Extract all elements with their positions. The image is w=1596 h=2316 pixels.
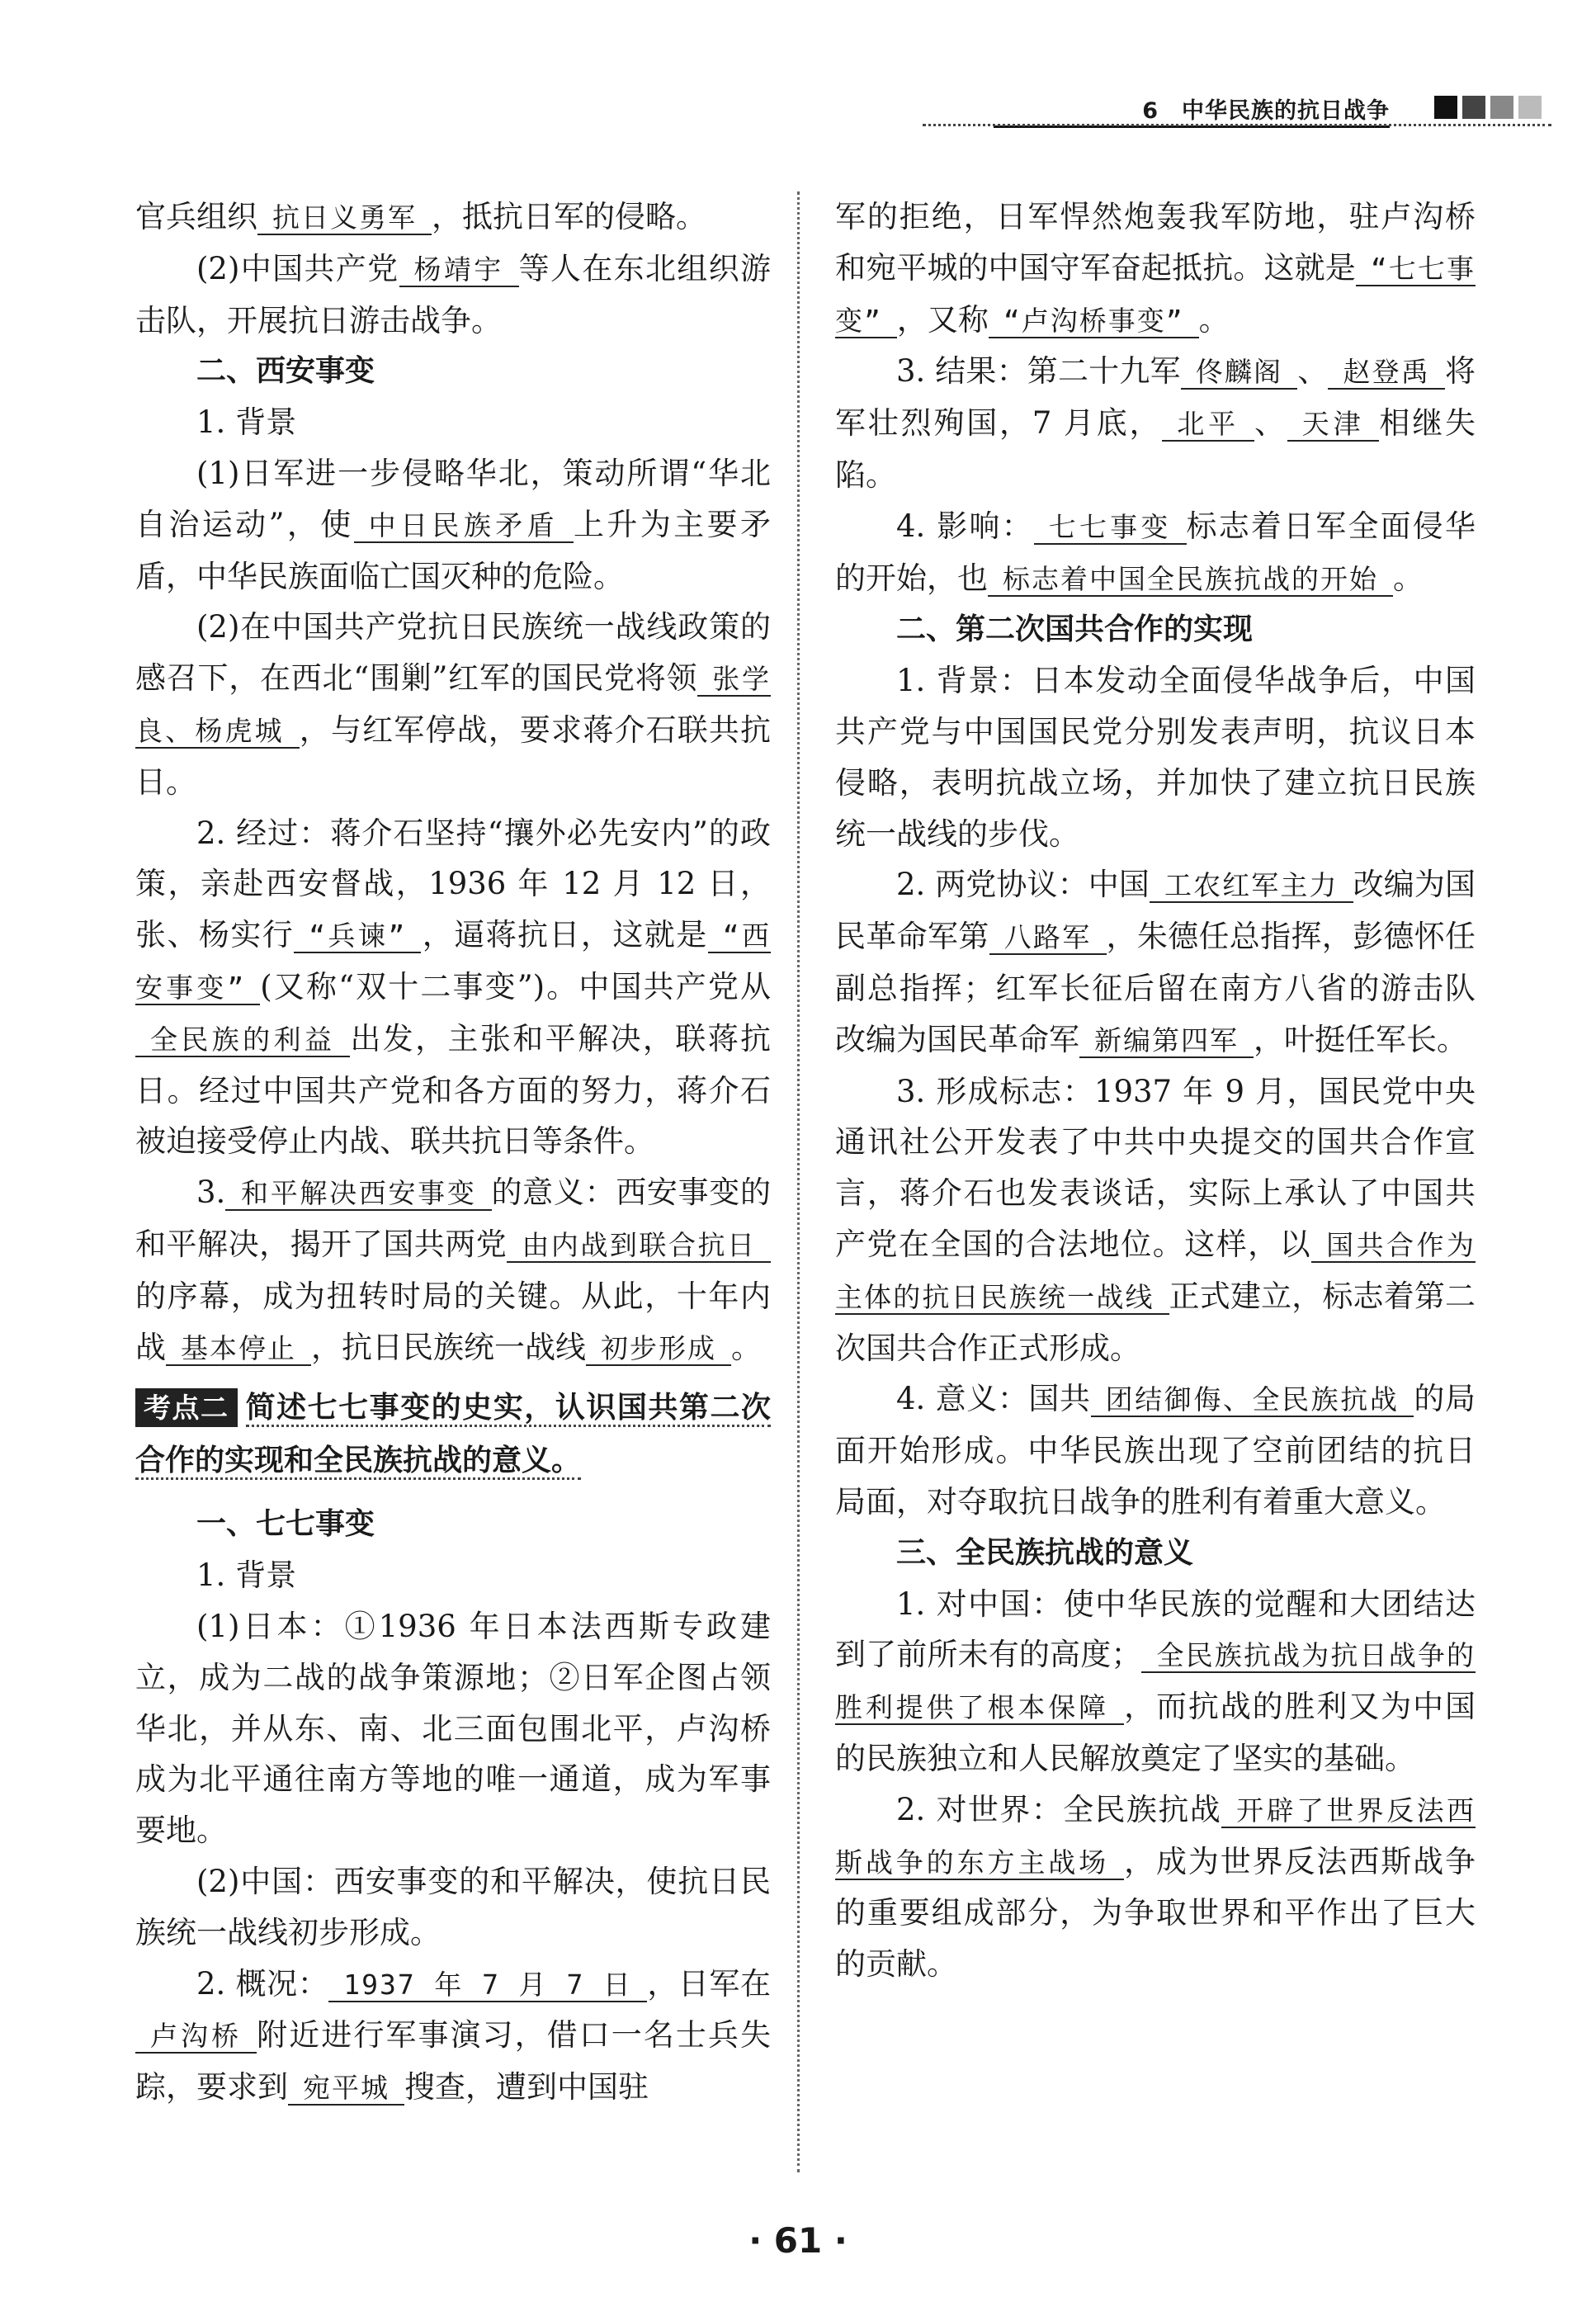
answer-blank: 国共合作为主体的抗日民族统一战线 — [835, 1228, 1476, 1313]
answer-blank: 天津 — [1287, 408, 1380, 442]
key-point-box — [135, 1382, 771, 1487]
paragraph: 4. 影响： 七七事变 标志着日军全面侵华的开始，也 标志着中国全民族抗战的开始 。 — [835, 508, 1476, 596]
section-heading: 三、全民族抗战的意义 — [896, 1535, 1194, 1570]
answer-blank: 全民族的利益 — [135, 1023, 350, 1057]
section-heading: 二、第二次国共合作的实现 — [896, 612, 1254, 647]
chapter-title: 6 中华民族的抗日战争 — [1142, 98, 1390, 124]
answer-blank: 北平 — [1162, 408, 1254, 442]
paragraph: 2. 经过：蒋介石坚持“攘外必先安内”的政策，亲赴西安督战，1936 年 12 月 12 日，张、杨实行 “兵谏” ，逼蒋抗日，这就是 “西安事变” (又称“双十二事变”)。中国共产党从全民族的利益 出发，主张和平解决，联蒋抗日。经过中国共产党和各方面的努力，蒋介石被迫接受停止内战、联共抗日等条件。 — [135, 815, 772, 1160]
section-heading: 一、七七事变 — [196, 1507, 375, 1542]
answer-blank: 卢沟桥 — [135, 2020, 257, 2054]
paragraph: (2)中国：西安事变的和平解决，使抗日民族统一战线初步形成。 — [135, 1863, 771, 1950]
paragraph: 2. 概况： 1937 年 7 月 7 日 ，日军在卢沟桥 附近进行军事演习，借口一名士兵失踪，要求到 宛平城 搜查，遭到中国驻 — [135, 1965, 772, 2106]
column-divider — [797, 191, 800, 2172]
paragraph: 4. 意义：国共 团结御侮、全民族抗战 的局面开始形成。中华民族出现了空前团结的抗日局面，对夺取抗日战争的胜利有着重大意义。 — [835, 1381, 1476, 1520]
answer-blank: 新编第四军 — [1079, 1024, 1254, 1058]
answer-blank: 杨靖宇 — [399, 253, 519, 287]
paragraph: 2. 对世界：全民族抗战 开辟了世界反法西斯战争的东方主战场 ，成为世界反法西斯战争的重要组成部分，为争取世界和平作出了巨大的贡献。 — [835, 1791, 1476, 1983]
header-blocks — [1434, 96, 1542, 119]
answer-blank: 赵登禹 — [1328, 356, 1445, 390]
answer-blank: “卢沟桥事变” — [989, 305, 1199, 338]
paragraph: 3. 结果：第二十九军 佟麟阁 、 赵登禹 将军壮烈殉国，7 月底， 北平 、 天津 相继失陷。 — [835, 353, 1476, 493]
header-block — [1490, 96, 1513, 119]
paragraph: 军的拒绝，日军悍然炮轰我军防地，驻卢沟桥和宛平城的中国守军奋起抵抗。这就是 “七七事变” ，又称 “卢沟桥事变” 。 — [835, 199, 1476, 338]
answer-blank: 和平解决西安事变 — [225, 1177, 491, 1211]
key-point-text: 简述七七事变的史实，认识国共第二次合作的实现和全民族抗战的意义。 — [135, 1391, 771, 1480]
paragraph: 1. 对中国：使中华民族的觉醒和大团结达到了前所未有的高度； 全民族抗战为抗日战争的胜利提供了根本保障 ，而抗战的胜利又为中国的民族独立和人民解放奠定了坚实的基础。 — [835, 1586, 1476, 1776]
answer-blank: 抗日义勇军 — [257, 201, 432, 235]
answer-blank: 1937 年 7 月 7 日 — [328, 1969, 647, 2002]
answer-blank: 工农红军主力 — [1150, 869, 1353, 903]
answer-blank: 基本停止 — [166, 1332, 311, 1366]
answer-blank: 佟麟阁 — [1181, 356, 1298, 390]
answer-blank: 由内战到联合抗日 — [507, 1229, 771, 1263]
answer-blank: 团结御侮、全民族抗战 — [1091, 1383, 1414, 1417]
answer-blank: 宛平城 — [288, 2072, 404, 2106]
answer-blank: 开辟了世界反法西斯战争的东方主战场 — [835, 1794, 1476, 1879]
header-block — [1434, 96, 1457, 119]
section-heading: 二、西安事变 — [196, 354, 375, 389]
answer-blank: 中日民族矛盾 — [354, 509, 574, 543]
paragraph: (2)中国共产党 杨靖宇 等人在东北组织游击队，开展抗日游击战争。 — [135, 250, 772, 338]
paragraph: (2)在中国共产党抗日民族统一战线政策的感召下，在西北“围剿”红军的国民党将领 张学良、杨虎城 ，与红军停战，要求蒋介石联共抗日。 — [135, 609, 772, 800]
paragraph: (1)日本：①1936 年日本法西斯专政建立，成为二战的战争策源地；②日军企图占领华北，并从东、南、北三面包围北平，卢沟桥成为北平通往南方等地的唯一通道，成为军事要地。 — [135, 1608, 771, 1849]
paragraph: 3. 形成标志：1937 年 9 月，国民党中央通讯社公开发表了中共中央提交的国共合作宣言，蒋介石也发表谈话，实际上承认了中国共产党在全国的合法地位。这样，以 国共合作为主体的抗日民族统一战线 正式建立，标志着第二次国共合作正式形成。 — [835, 1073, 1476, 1366]
answer-blank: 张学良、杨虎城 — [135, 663, 771, 747]
answer-blank: 初步形成 — [586, 1332, 731, 1366]
answer-blank: “西安事变” — [135, 919, 772, 1004]
paragraph: 1. 背景：日本发动全面侵华战争后，中国共产党与中国国民党分别发表声明，抗议日本侵略，表明抗战立场，并加快了建立抗日民族统一战线的步伐。 — [835, 663, 1476, 852]
paragraph: 2. 两党协议：中国 工农红军主力 改编为国民革命军第 八路军 ，朱德任总指挥，彭德怀任副总指挥；红军长征后留在南方八省的游击队改编为国民革命军 新编第四军 ，叶挺任军长。 — [835, 867, 1476, 1057]
paragraph: (1)日军进一步侵略华北，策动所谓“华北自治运动”，使 中日民族矛盾 上升为主要矛盾，中华民族面临亡国灭种的危险。 — [135, 455, 771, 594]
answer-blank: “兵谏” — [294, 919, 421, 953]
answer-blank: 全民族抗战为抗日战争的胜利提供了根本保障 — [835, 1639, 1476, 1724]
answer-blank: “七七事变” — [835, 252, 1476, 337]
subheading: 1. 背景 — [196, 1557, 297, 1594]
right-column — [835, 191, 1476, 1990]
header-dotted-rule — [923, 124, 1551, 126]
key-point-tag: 考点二 — [135, 1388, 238, 1427]
answer-blank: 七七事变 — [1034, 511, 1187, 545]
paragraph: 3. 和平解决西安事变 的意义：西安事变的和平解决，揭开了国共两党 由内战到联合抗日的序幕，成为扭转时局的关键。从此，十年内战 基本停止 ，抗日民族统一战线 初步形成 。 — [135, 1175, 771, 1365]
answer-blank: 标志着中国全民族抗战的开始 — [988, 563, 1393, 597]
page-number: · 61 · — [748, 2220, 848, 2261]
subheading: 1. 背景 — [196, 404, 297, 441]
header-block — [1462, 96, 1485, 119]
header-block — [1518, 96, 1542, 119]
left-column — [135, 191, 771, 2114]
paragraph: 官兵组织 抗日义勇军 ，抵抗日军的侵略。 — [135, 199, 706, 234]
answer-blank: 八路军 — [989, 921, 1107, 955]
